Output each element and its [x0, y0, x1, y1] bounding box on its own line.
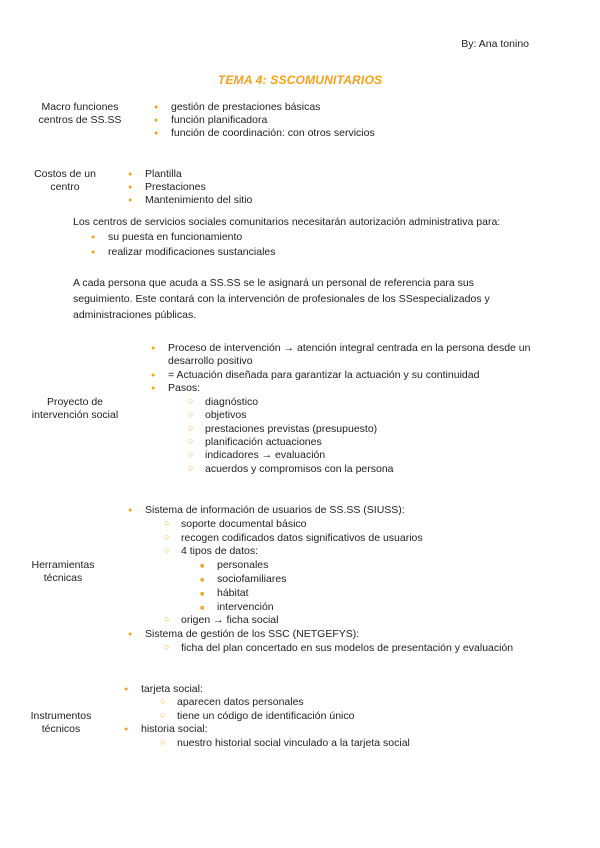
- list-item: ● Proceso de intervención → atención integral centrada en la persona desde un: [168, 342, 531, 355]
- list-item: ● función de coordinación: con otros servicios: [171, 127, 375, 140]
- sub-list-item: ○ objetivos: [205, 409, 246, 422]
- sub-list-item: ○ recogen codificados datos significativos de usuarios: [181, 532, 423, 545]
- costos-label: Costos de un centro: [34, 168, 96, 193]
- sub-sub-list-item: ■ personales: [217, 559, 268, 572]
- sub-list-item: ○ origen → ficha social: [181, 614, 278, 627]
- sub-sub-list-item: ■ sociofamiliares: [217, 573, 286, 586]
- sub-list-item: ○ ficha del plan concertado en sus modelos de presentación y evaluación: [181, 642, 513, 655]
- instrumentos-label: Instrumentos técnicos: [30, 710, 92, 735]
- list-item: ● Pasos:: [168, 382, 200, 395]
- sub-list-item: ○ soporte documental básico: [181, 518, 307, 531]
- author-credit: By: Ana tonino: [461, 38, 529, 50]
- list-item: ● realizar modificaciones sustanciales: [108, 246, 276, 259]
- list-item: ● Prestaciones: [145, 181, 206, 194]
- sub-list-item: ○ acuerdos y compromisos con la persona: [205, 463, 394, 476]
- sub-sub-list-item: ■ hábitat: [217, 587, 249, 600]
- list-item-continuation: desarrollo positivo: [168, 355, 253, 367]
- page-title: TEMA 4: SSCOMUNITARIOS: [217, 73, 383, 87]
- list-item: ● Sistema de información de usuarios de SS.SS (SIUSS):: [145, 504, 405, 517]
- sub-list-item: ○ 4 tipos de datos:: [181, 545, 258, 558]
- list-item: ● gestión de prestaciones básicas: [171, 101, 320, 114]
- sub-list-item: ○ prestaciones previstas (presupuesto): [205, 423, 377, 436]
- list-item: ● su puesta en funcionamiento: [108, 231, 242, 244]
- list-item: ● tarjeta social:: [141, 683, 203, 696]
- list-item: ● Mantenimiento del sitio: [145, 194, 252, 207]
- sub-sub-list-item: ■ intervención: [217, 601, 274, 614]
- list-item: ● historia social:: [141, 723, 208, 736]
- list-item: ● Plantilla: [145, 168, 182, 181]
- sub-list-item: ○ nuestro historial social vinculado a la tarjeta social: [177, 737, 410, 750]
- list-item: ● Sistema de gestión de los SSC (NETGEFYS):: [145, 628, 359, 641]
- referencia-paragraph: A cada persona que acuda a SS.SS se le asignará un personal de referencia para sus seguimiento. Este contará con la intervención de profesionales de los SSespecializados y administraciones públicas.: [73, 277, 490, 321]
- sub-list-item: ○ tiene un código de identificación único: [177, 710, 354, 723]
- autorizacion-intro: Los centros de servicios sociales comunitarios necesitarán autorización administrativa para:: [73, 216, 501, 228]
- macro-label: Macro funciones centros de SS.SS: [38, 101, 122, 126]
- herramientas-label: Herramientas técnicas: [31, 559, 95, 584]
- proyecto-label: Proyecto de intervención social: [31, 396, 119, 421]
- list-item: ● función planificadora: [171, 114, 267, 127]
- sub-list-item: ○ aparecen datos personales: [177, 696, 304, 709]
- sub-list-item: ○ diagnóstico: [205, 396, 258, 409]
- sub-list-item: ○ indicadores → evaluación: [205, 449, 325, 462]
- sub-list-item: ○ planificación actuaciones: [205, 436, 322, 449]
- list-item: ● = Actuación diseñada para garantizar la actuación y su continuidad: [168, 369, 479, 382]
